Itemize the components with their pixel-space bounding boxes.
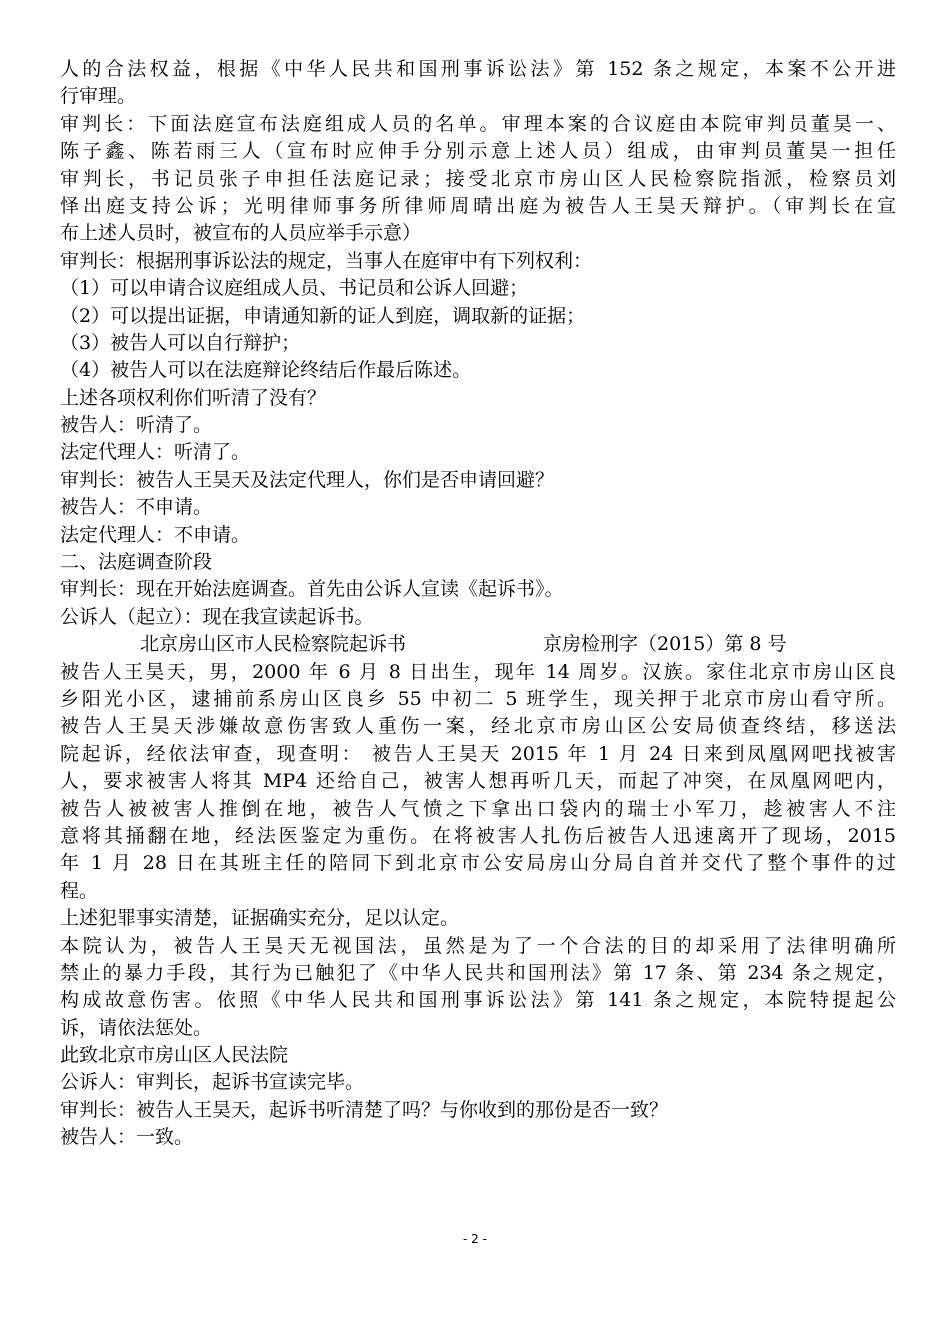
text-line: 意将其捅翻在地，经法医鉴定为重伤。在将被害人扎伤后被告人迅速离开了现场，2015 [60, 824, 896, 847]
section-heading: 二、法庭调查阶段 [60, 551, 213, 574]
text-line: 公诉人（起立）：现在我宣读起诉书。 [60, 605, 374, 628]
text-line: 怿出庭支持公诉；光明律师事务所律师周晴出庭为被告人王昊天辩护。（审判长在宣 [60, 194, 896, 217]
text-line: （3）被告人可以自行辩护； [60, 331, 301, 354]
text-line: 陈子鑫、陈若雨三人（宣布时应伸手分别示意上述人员）组成，由审判员董昊一担任 [60, 140, 896, 163]
text-line: 人，要求被害人将其 MP4 还给自己，被害人想再听几天，而起了冲突，在凤凰网吧内， [60, 770, 896, 793]
text-line: （2）可以提出证据，申请通知新的证人到庭，调取新的证据； [60, 304, 586, 327]
text-line: （4）被告人可以在法庭辩论终结后作最后陈述。 [60, 359, 472, 382]
text-line: 院起诉，经依法审查，现查明： 被告人王昊天 2015 年 1 月 24 日来到凤凰网吧找被害 [60, 742, 896, 765]
text-line: 被告人王昊天涉嫌故意伤害致人重伤一案，经北京市房山区公安局侦查终结，移送法 [60, 715, 896, 738]
text-line: 审判长：现在开始法庭调查。首先由公诉人宣读《起诉书》。 [60, 578, 564, 601]
text-line: 法定代理人：不申请。 [60, 523, 251, 546]
text-line: 审判长：下面法庭宣布法庭组成人员的名单。审理本案的合议庭由本院审判员董昊一、 [60, 112, 896, 135]
text-line: 审判长，书记员张子申担任法庭记录；接受北京市房山区人民检察院指派，检察员刘 [60, 167, 896, 190]
text-line: 行审理。 [60, 85, 137, 108]
text-line: 被告人：一致。 [60, 1126, 194, 1149]
text-line: 被告人被被害人推倒在地，被告人气愤之下拿出口袋内的瑞士小军刀，趁被害人不注 [60, 797, 896, 820]
text-line: 被告人王昊天，男，2000 年 6 月 8 日出生，现年 14 周岁。汉族。家住北京市房山区良 [60, 660, 896, 683]
text-line: 被告人：听清了。 [60, 414, 213, 437]
indictment-number: 京房检刑字（2015）第 8 号 [543, 633, 787, 656]
indictment-title: 北京房山区市人民检察院起诉书 [140, 633, 407, 656]
text-line: 审判长：被告人王昊天，起诉书听清楚了吗？与你收到的那份是否一致？ [60, 1098, 669, 1121]
text-line: 年 1 月 28 日在其班主任的陪同下到北京市公安局房山分局自首并交代了整个事件的过 [60, 852, 896, 875]
text-line: 构成故意伤害。依照《中华人民共和国刑事诉讼法》第 141 条之规定，本院特提起公 [60, 989, 896, 1012]
text-line: 审判长：被告人王昊天及法定代理人，你们是否申请回避？ [60, 468, 555, 491]
page-number: - 2 - [463, 1232, 487, 1246]
text-line: 本院认为，被告人王昊天无视国法，虽然是为了一个合法的目的却采用了法律明确所 [60, 934, 896, 957]
text-line: 人的合法权益，根据《中华人民共和国刑事诉讼法》第 152 条之规定，本案不公开进 [60, 58, 896, 80]
text-line: 上述犯罪事实清楚，证据确实充分，足以认定。 [60, 907, 460, 930]
text-line: 被告人：不申请。 [60, 496, 213, 519]
text-line: 程。 [60, 879, 99, 902]
text-line: 法定代理人：听清了。 [60, 441, 251, 464]
text-line: 审判长：根据刑事诉讼法的规定，当事人在庭审中有下列权利： [60, 249, 593, 272]
text-line: 诉，请依法惩处。 [60, 1016, 213, 1039]
indictment-title-line [60, 631, 896, 658]
text-line: 上述各项权利你们听清了没有？ [60, 386, 327, 409]
text-line: 禁止的暴力手段，其行为已触犯了《中华人民共和国刑法》第 17 条、第 234 条之规定， [60, 961, 896, 984]
text-line: 乡阳光小区，逮捕前系房山区良乡 55 中初二 5 班学生，现关押于北京市房山看守所。 [60, 687, 896, 710]
text-line: 公诉人：审判长，起诉书宣读完毕。 [60, 1071, 365, 1094]
text-line: 此致北京市房山区人民法院 [60, 1044, 289, 1067]
document-body [60, 56, 896, 1152]
text-line: 布上述人员时，被宣布的人员应举手示意） [60, 222, 422, 245]
text-line: （1）可以申请合议庭组成人员、书记员和公诉人回避； [60, 277, 529, 300]
